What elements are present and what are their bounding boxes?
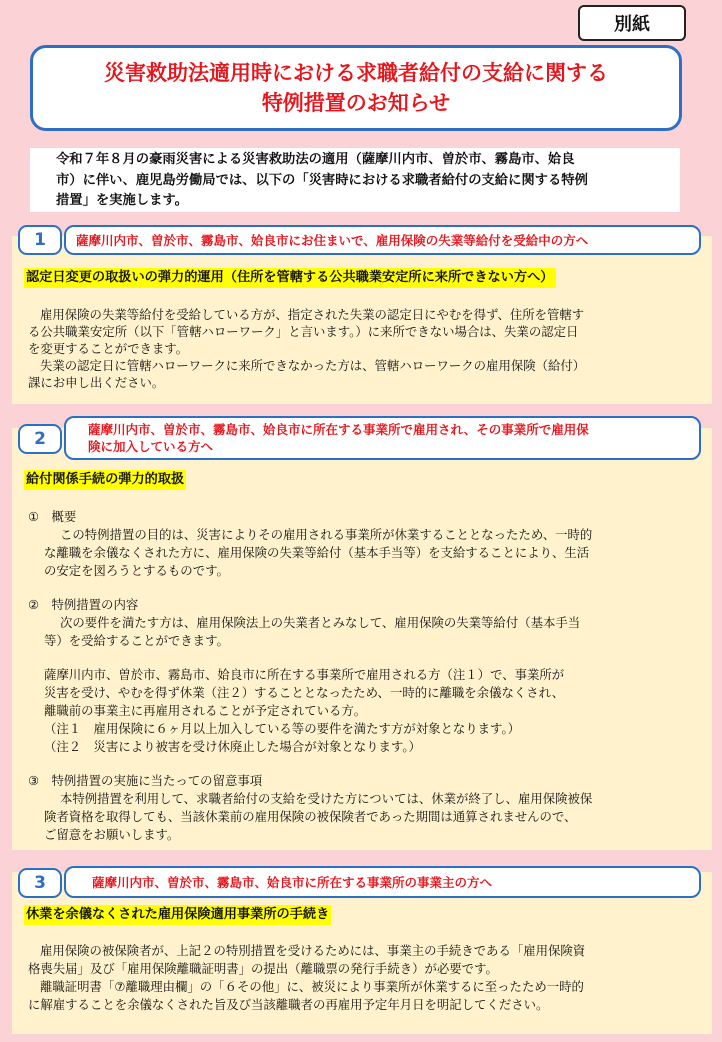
item-3-text: 本特例措置を利用して、求職者給付の支給を受けた方については、休業が終了し、雇用保険被保 xyxy=(60,791,593,806)
section-2-heading-line: 険に加入している方へ xyxy=(88,439,214,454)
item-3-text: 険者資格を取得しても、当該休業前の雇用保険の被保険者であった期間は通算されませんので、 xyxy=(44,809,577,824)
section-2-heading-line: 薩摩川内市、曽於市、霧島市、姶良市に所在する事業所で雇用され、その事業所で雇用保 xyxy=(88,422,589,437)
item-2-condition: 災害を受け、やむを得ず休業（注２）することとなったため、一時的に離職を余儀なくされ、 xyxy=(44,685,565,700)
title-line-1: 災害救助法適用時における求職者給付の支給に関する xyxy=(104,61,608,85)
section-1-number: 1 xyxy=(18,225,62,255)
section-1-text: 雇用保険の失業等給付を受給している方が、指定された失業の認定日にやむを得ず、住所を管轄す xyxy=(40,307,585,322)
item-2-label: ② 特例措置の内容 xyxy=(28,597,139,612)
section-3-number: 3 xyxy=(18,868,62,898)
item-1-text: な離職を余儀なくされた方に、雇用保険の失業等給付（基本手当等）を支給することにより、生活 xyxy=(44,545,590,560)
section-3-text: 格喪失届」及び「雇用保険離職証明書」の提出（離職票の発行手続き）が必要です。 xyxy=(28,961,498,976)
section-2-number: 2 xyxy=(18,424,62,454)
section-3-heading: 薩摩川内市、曽於市、霧島市、姶良市に所在する事業所の事業主の方へ xyxy=(64,866,701,898)
item-3-text: ご留意をお願いします。 xyxy=(44,827,180,842)
section-3-text: 雇用保険の被保険者が、上記２の特別措置を受けるためには、事業主の手続きである「雇用保険資 xyxy=(40,943,586,958)
section-1-subheading: 認定日変更の取扱いの弾力的運用（住所を管轄する公共職業安定所に来所できない方へ） xyxy=(24,268,556,288)
title-line-2: 特例措置のお知らせ xyxy=(261,91,451,115)
item-2-condition: 離職前の事業主に再雇用されることが予定されている方。 xyxy=(44,703,367,718)
section-2-subheading: 給付関係手続の弾力的取扱 xyxy=(24,470,186,490)
section-3-text: 離職証明書「⑦離職理由欄」の「６その他」に、被災により事業所が休業するに至ったため一時的 xyxy=(40,979,584,994)
item-2-note: （注２ 災害により被害を受け休廃止した場合が対象となります。） xyxy=(44,739,421,754)
section-1-heading: 薩摩川内市、曽於市、霧島市、姶良市にお住まいで、雇用保険の失業等給付を受給中の方へ xyxy=(64,225,701,255)
intro-line: 措置」を実施します。 xyxy=(56,193,188,208)
section-1-text: を変更することができます。 xyxy=(28,341,189,356)
intro-paragraph xyxy=(30,148,680,212)
section-1-text: 失業の認定日に管轄ハローワークに来所できなかった方は、管轄ハローワークの雇用保険（給付） xyxy=(40,358,586,373)
section-1-text: 課にお申し出ください。 xyxy=(28,375,165,390)
section-3-text: に解雇することを余儀なくされた旨及び当該離職者の再雇用予定年月日を明記してください。 xyxy=(28,997,549,1012)
intro-line: 市）に伴い、鹿児島労働局では、以下の「災害時における求職者給付の支給に関する特例 xyxy=(56,172,588,188)
item-2-condition: 薩摩川内市、曽於市、霧島市、姶良市に所在する事業所で雇用される方（注１）で、事業所が xyxy=(44,667,565,682)
section-2-heading xyxy=(64,416,701,460)
item-2-text: 次の要件を満たす方は、雇用保険法上の失業者とみなして、雇用保険の失業等給付（基本手当 xyxy=(60,615,581,630)
item-1-text: この特例措置の目的は、災害によりその雇用される事業所が休業することとなったため、一時的 xyxy=(60,527,593,542)
item-2-text: 等）を受給することができます。 xyxy=(44,633,229,648)
item-1-label: ① 概要 xyxy=(28,509,77,524)
appendix-badge: 別紙 xyxy=(578,5,686,41)
item-1-text: の安定を図ろうとするものです。 xyxy=(44,563,229,578)
item-3-label: ③ 特例措置の実施に当たっての留意事項 xyxy=(28,773,263,788)
section-3-subheading: 休業を余儀なくされた雇用保険適用事業所の手続き xyxy=(24,905,331,925)
item-2-note: （注１ 雇用保険に６ヶ月以上加入している等の要件を満たす方が対象となります。） xyxy=(44,721,521,736)
section-1-text: る公共職業安定所（以下「管轄ハローワーク」と言います。）に来所できない場合は、失業の認定日 xyxy=(28,324,579,339)
page-title xyxy=(30,45,682,131)
intro-line: 令和７年８月の豪雨災害による災害救助法の適用（薩摩川内市、曽於市、霧島市、姶良 xyxy=(56,152,575,167)
